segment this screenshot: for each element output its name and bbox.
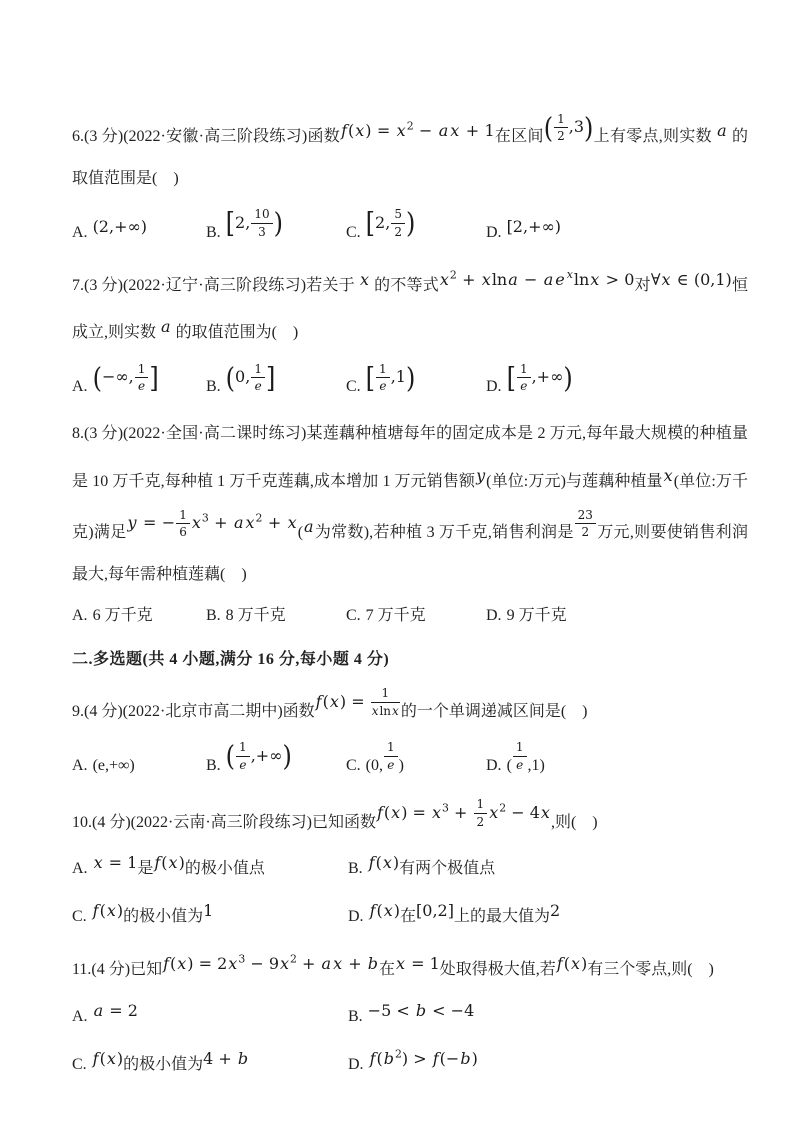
math-formula: f(x) <box>92 1048 124 1068</box>
math-formula: f(x) <box>368 853 400 873</box>
option-content-b <box>225 739 292 774</box>
math-formula: a <box>304 517 314 537</box>
text-run: 9 万千克 <box>506 606 567 624</box>
question-8-option-c <box>346 604 486 628</box>
question-8-options <box>72 604 748 628</box>
text-run: 11.(4 分)已知 <box>72 961 163 979</box>
option-label-d: D. <box>486 378 502 396</box>
question-11-option-d <box>348 1047 748 1077</box>
math-formula: y = − $\frac{1}{6}$ $x^3 + a$ $x^2 + x$ <box>127 507 297 540</box>
math-formula: f(x) <box>92 901 124 921</box>
question-7-option-d <box>486 362 748 399</box>
question-8-option-a <box>72 604 206 628</box>
question-9 <box>72 681 748 778</box>
question-6-option-c <box>346 207 486 244</box>
option-label-a: A. <box>72 223 88 241</box>
text-run: (单位:万元)与莲藕种植量 <box>486 472 663 490</box>
math-formula: $f(x) = x^3$ + $\frac{1}{2}$ $x^2 - 4x$ <box>376 797 550 829</box>
text-run: 上有零点,则实数 <box>593 128 717 145</box>
option-label-d: D. <box>486 223 502 241</box>
math-formula: ( $\frac{1}{2}$ ,3) <box>543 110 594 145</box>
question-9-options <box>72 740 748 777</box>
option-content-b <box>225 206 283 241</box>
question-6-option-d <box>486 215 748 245</box>
text-run: 有三个零点,则( ) <box>587 961 714 979</box>
math-formula: $f(x) = x^2 - a$ x + 1 <box>341 119 495 140</box>
option-label-b: B. <box>206 223 221 241</box>
text-run: 处取得极大值,若 <box>439 961 556 979</box>
option-content-c <box>366 607 426 624</box>
math-formula: $\frac{23}{2}$ <box>574 513 597 532</box>
option-content-c <box>92 901 214 926</box>
question-6-option-a <box>72 215 206 245</box>
text-run: 10.(4 分)(2022·云南·高三阶段练习)已知函数 <box>72 813 376 831</box>
section-header: 二.多选题(共 4 小题,满分 16 分,每小题 4 分) <box>72 650 390 668</box>
math-formula: a <box>717 121 727 140</box>
text-run: (单位:万千克)满足 <box>72 472 748 542</box>
text-run: 7 万千克 <box>365 606 426 624</box>
math-formula: $x^2 + xlna - a$ e $^x$lnx > 0 <box>439 268 635 289</box>
math-formula: f(x) = $\frac{1}{xlnx}$ <box>315 686 399 718</box>
text-run: (e,+∞) <box>92 756 135 774</box>
question-9-option-d <box>486 740 748 777</box>
text-run: 的极小值点 <box>184 860 265 878</box>
text-run: 在 <box>400 908 417 926</box>
question-8-option-b <box>206 604 346 628</box>
math-formula: [ $\frac{1}{e}$ ,1) <box>365 361 416 395</box>
text-run: 在区间 <box>494 128 544 145</box>
question-7-stem <box>72 259 748 354</box>
question-8-stem <box>72 413 748 595</box>
math-formula: x = 1 <box>395 954 440 974</box>
question-6 <box>72 106 748 245</box>
option-content-c <box>365 740 404 774</box>
text-run: 万元,则要使销售利润最大,每年需种植莲藕( ) <box>72 524 748 583</box>
option-label-a: A. <box>72 606 88 624</box>
option-content-c <box>365 361 416 395</box>
text-run: 8 万千克 <box>225 606 286 624</box>
question-11-options <box>72 999 748 1077</box>
text-run: 9.(4 分)(2022·北京市高二期中)函数 <box>72 702 315 720</box>
math-formula: $\frac{1}{e}$ <box>383 746 399 765</box>
math-formula: −5 < b < −4 <box>367 1000 475 1020</box>
option-label-d: D. <box>486 606 502 624</box>
question-10-options <box>72 851 748 929</box>
text-run: ,1) <box>527 756 545 774</box>
math-formula: x <box>663 465 673 485</box>
text-run: 的一个单调递减区间是( ) <box>400 702 588 720</box>
text-run: 对 <box>634 276 651 294</box>
option-label-c: C. <box>346 378 361 396</box>
question-7 <box>72 259 748 400</box>
question-9-stem <box>72 681 748 733</box>
math-formula: [2,+∞) <box>506 216 562 236</box>
text-run: 6.(3 分)(2022·安徽·高三阶段练习)函数 <box>72 128 341 145</box>
option-label-b: B. <box>206 756 221 774</box>
option-label-d: D. <box>348 1055 364 1073</box>
option-label-b: B. <box>348 860 363 878</box>
question-6-stem <box>72 106 748 199</box>
text-run: ( <box>506 756 512 774</box>
option-content-c <box>92 1048 249 1073</box>
question-11-option-b <box>348 999 748 1029</box>
question-10-option-d <box>348 899 748 929</box>
option-label-c: C. <box>72 908 87 926</box>
question-7-options <box>72 362 748 399</box>
question-7-option-b <box>206 362 346 399</box>
question-6-option-b <box>206 207 346 244</box>
question-11-option-a <box>72 999 348 1029</box>
math-formula: [2, $\frac{5}{2}$ ) <box>365 206 416 240</box>
option-label-b: B. <box>348 1007 363 1025</box>
math-formula: [ $\frac{1}{e}$ ,+∞) <box>506 361 573 395</box>
question-10-option-b <box>348 851 748 881</box>
text-run: 的不等式 <box>370 276 439 294</box>
question-6-options <box>72 207 748 244</box>
option-label-c: C. <box>346 756 361 774</box>
math-formula: f(x) <box>154 853 185 873</box>
option-content-d <box>369 1047 478 1073</box>
math-formula: ( $\frac{1}{e}$ ,+∞) <box>225 739 292 773</box>
math-formula: (−∞, $\frac{1}{e}$ ] <box>92 361 159 395</box>
option-content-d <box>369 901 561 926</box>
option-content-a <box>93 757 135 774</box>
text-run: 为常数),若种植 3 万千克,销售利润是 <box>314 524 574 542</box>
option-content-b <box>226 607 286 624</box>
math-formula: $f(b^2) > f(-b)$ <box>369 1047 478 1068</box>
question-8-option-d <box>486 604 748 628</box>
option-content-a <box>92 216 148 241</box>
option-label-a: A. <box>72 378 88 396</box>
text-run: 上的最大值为 <box>453 908 550 926</box>
option-label-d: D. <box>486 756 502 774</box>
option-content-b <box>367 1000 475 1025</box>
text-run: 6 万千克 <box>92 606 153 624</box>
math-formula: x <box>359 269 369 289</box>
text-run: ,则( ) <box>550 813 598 831</box>
question-9-option-b <box>206 740 346 777</box>
option-content-a <box>93 1000 138 1025</box>
question-11 <box>72 943 748 1077</box>
option-label-c: C. <box>346 606 361 624</box>
math-formula: [0,2] <box>416 901 454 921</box>
question-10 <box>72 792 748 930</box>
option-content-a <box>93 853 265 878</box>
option-content-d <box>506 216 562 241</box>
text-run: 的极小值为 <box>123 1055 204 1073</box>
math-formula: a <box>161 317 171 337</box>
option-content-a <box>93 607 153 624</box>
option-label-b: B. <box>206 378 221 396</box>
text-run: (0, <box>365 756 383 774</box>
option-content-a <box>92 361 159 395</box>
question-9-option-c <box>346 740 486 777</box>
math-formula: $f(x) = 2x^3 - 9x^2 + a$ x + b <box>163 952 378 974</box>
option-label-a: A. <box>72 1007 88 1025</box>
option-content-d <box>506 740 545 774</box>
option-label-c: C. <box>72 1055 87 1073</box>
text-run: 恒成立,则实数 <box>72 276 748 342</box>
math-formula: 2 <box>549 901 561 921</box>
math-formula: 1 <box>203 901 214 921</box>
question-7-option-c <box>346 362 486 399</box>
math-formula: ∀x ∈ (0,1) <box>650 269 732 289</box>
math-formula: (0, $\frac{1}{e}$ ] <box>225 361 276 395</box>
option-label-a: A. <box>72 756 88 774</box>
text-run: 是 <box>137 860 154 878</box>
math-formula: $\frac{1}{e}$ <box>512 746 528 765</box>
option-content-d <box>506 361 573 395</box>
option-label-c: C. <box>346 223 361 241</box>
question-10-option-c <box>72 899 348 929</box>
math-formula: [2, $\frac{10}{3}$ ) <box>225 206 283 240</box>
question-7-option-a <box>72 362 206 399</box>
text-run: 的取值范围是( ) <box>72 128 748 187</box>
option-label-d: D. <box>348 908 364 926</box>
math-formula: f(x) <box>556 954 588 974</box>
math-formula: 4 + b <box>203 1048 249 1068</box>
math-formula: a = 2 <box>93 1000 138 1020</box>
option-content-d <box>507 607 567 624</box>
option-label-b: B. <box>206 606 221 624</box>
question-10-stem <box>72 792 748 844</box>
text-run: 的取值范围为( ) <box>171 324 299 342</box>
question-11-option-c <box>72 1047 348 1077</box>
question-8 <box>72 413 748 627</box>
math-formula: y <box>476 465 486 485</box>
option-content-b <box>225 361 276 395</box>
option-content-b <box>368 853 496 878</box>
option-content-c <box>365 206 416 241</box>
text-run: 有两个极值点 <box>399 860 496 878</box>
math-formula: x = 1 <box>93 853 138 873</box>
math-formula: f(x) <box>369 901 401 921</box>
question-11-stem <box>72 943 748 991</box>
question-10-option-a <box>72 851 348 881</box>
question-9-option-a <box>72 754 206 778</box>
text-run: 在 <box>378 961 395 979</box>
text-run: ( <box>297 524 304 542</box>
text-run: ) <box>398 756 404 774</box>
text-run: 的极小值为 <box>123 908 204 926</box>
text-run: 8.(3 分)(2022·全国·高二课时练习)某莲藕种植塘每年的固定成本是 2 万元,每年最大规模的种植量是 10 万千克,每种植 1 万千克莲藕,成本增加 1 万元销售额 <box>72 425 748 490</box>
math-formula: (2,+∞) <box>92 216 148 236</box>
option-label-a: A. <box>72 860 88 878</box>
text-run: 7.(3 分)(2022·辽宁·高三阶段练习)若关于 <box>72 276 359 294</box>
